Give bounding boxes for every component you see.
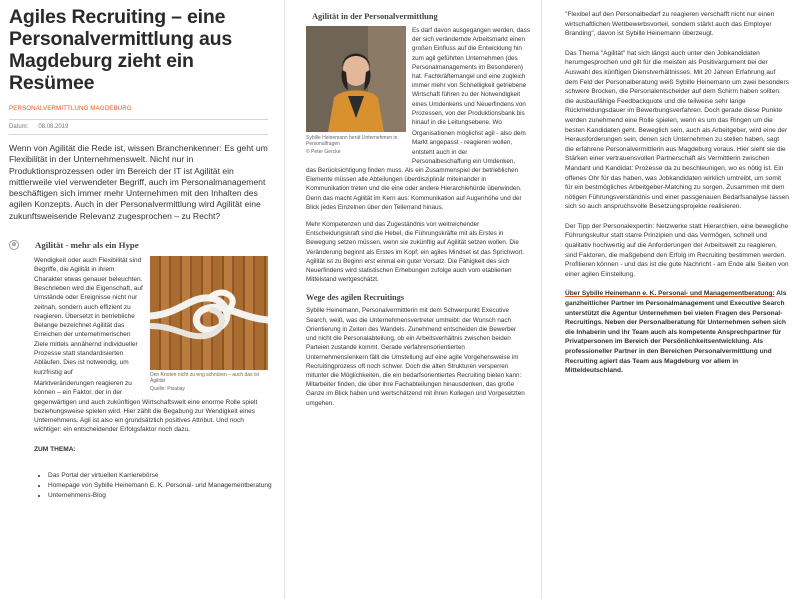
company-description: Als ganzheitlicher Partner im Personalmanagement und Executive Search unterstützt die Agentur Unternehmen bei vielen Fragen des Personal-Recruitings. Neben der Personalberatung für Unternehmen sehen sich die Inhaberin und ihr Team auch als kompetente Ansprechpartner für Privatpersonen im Bereich der Persönlichkeitsentwicklung. Als professioneller Partner in den Bereichen Personalvermittlung und Recruiting agiert das Team aus Magdeburg vor allem in Mitteldeutschland. bbox=[565, 290, 787, 375]
portrait-credit: © Peter Gercke bbox=[306, 149, 341, 155]
related-topics-heading: ZUM THEMA: bbox=[34, 445, 76, 453]
image-caption: Den Knoten nicht zu eng schnüren – auch das ist Agilität bbox=[150, 372, 259, 385]
divider bbox=[9, 119, 268, 120]
section-heading-row bbox=[9, 240, 278, 250]
portrait-figure bbox=[306, 26, 406, 155]
section3-body bbox=[565, 10, 789, 376]
section2-full-text: Organisationen möglichst agil - also dem Markt angepasst - reagieren wollen, entsteht auch in der Personalbeschaffung ein Umdenken, das Berücksichtigung finden muss. Als ein Zusammenspiel der betrieblichen Elemente müssen alle Abteilungen überdisziplinär miteinander in Kommunikation treten und die eine oder andere Hierarchiehürde überwinden. Denn das macht Agilität im Kern aus: Kommunikation auf Augenhöhe und der Blick jedes Einzelnen über den Tellerrand hinaus. bbox=[306, 130, 526, 211]
related-link[interactable]: • Unternehmens-Blog bbox=[48, 491, 278, 500]
related-links-list bbox=[40, 471, 278, 500]
divider bbox=[9, 134, 268, 135]
company-link[interactable]: Über Sybille Heinemann e. K. Personal- und Managementberatung: bbox=[565, 290, 775, 298]
column-middle bbox=[290, 0, 535, 599]
article-title: Agiles Recruiting – eine Personalvermittlung aus Magdeburg zieht ein Resümee bbox=[9, 6, 232, 94]
date-value: 08.08.2019 bbox=[38, 124, 69, 130]
column-separator bbox=[541, 0, 542, 599]
section2-body bbox=[306, 26, 535, 155]
section-heading-agilitaet: Agilität - mehr als ein Hype bbox=[35, 240, 139, 251]
section3-paragraph4 bbox=[565, 289, 789, 375]
section1-wrap-text: Wendigkeit oder auch Flexibilität sind Begriffe, die Agilität in ihrem Charakter etwas genauer beleuchten. Beschrieben wird die Eigenschaft, auf Umstände oder Ereignisse nicht nur zeitnah, sondern auch effizient zu reagieren. Übersetzt in betriebliche Belange bezeichnet Agilität das Erreichen der unternehmerischen Ziele mittels annähernd individueller Prozesse statt standardisierten Abläufen. Dies ist notwendig, um kurzfristig auf bbox=[34, 257, 143, 376]
section2-wrap-text: Es darf davon ausgegangen werden, dass der sich verändernde Arbeitsmarkt einen großen Einfluss auf die Entwicklung hin zum agil geführten Unternehmen (des Personalmanagements im Besonderen) hat. Fachkräftemangel und eine zugleich immer mehr von Schnelligkeit getriebene Wirtschaft führen zu der Notwendigkeit eines Umdenkens und Neuerfindens von Prozessen, von der Produktionsbank bis hinauf in die Leitungsebene. Wo bbox=[412, 27, 530, 127]
column-left bbox=[0, 0, 278, 599]
section3-paragraph1: "Flexibel auf den Personalbedarf zu reagieren verschafft nicht nur einen wirtschaftlichen Wettbewerbsvorteil, sondern stärkt auch das Employer Branding", davon ist Sybille Heinemann überzeugt. bbox=[565, 11, 775, 38]
section1-body bbox=[34, 256, 268, 393]
section3-paragraph3: Der Tipp der Personalexpertin: Netzwerke statt Hierarchien, eine bewegliche Führungskultur statt starre Prinzipien und das Vermögen, schnell und qualitativ hochwertig auf die Anforderungen der Arbeitswelt zu reagieren, sind Faktoren, die maßgebend den Erfolg im Recruiting bestimmen werden. Profitieren können - und das ist die gute Nachricht - am Ende alle Seiten von einer agilen Einstellung. bbox=[565, 222, 789, 278]
section-heading-wege: Wege des agilen Recruitings bbox=[306, 293, 405, 303]
article-kicker[interactable]: PERSONALVERMITTLUNG MAGDEBURG bbox=[9, 105, 132, 112]
column-separator bbox=[284, 0, 285, 599]
section1-full-text: Marktveränderungen reagieren zu können – ein Faktor, der in der gegenwärtigen und auch zukünftigen Wirtschaftswelt eine enorme Rolle spielt beziehungsweise spielen wird. Hier zählt die Begabung zur Wendigkeit eines Unternehmens. Agil ist also ein grundsätzlich positives Attribut. Und noch wichtiger: ein entscheidender Erfolgsfaktor noch dazu. bbox=[34, 379, 258, 434]
section3-paragraph2: Das Thema "Agilität" hat sich längst auch unter den Jobkandidaten herumgesprochen und gilt für die meisten als Positivargument bei der Auswahl des künftigen Dienstverhältnisses. Mit 20 Jahren Erfahrung auf dem Feld der Personalberatung weiß Sybille Heinemann um zwei besonders schwere Brocken, die Personalentscheider auf dem Schirm haben sollten: die ausbaufähige Feedbackquote und die teilweise sehr lange Rückmeldungsdauer im Bewerbungsverfahren. Doch gerade diese Punkte werden zunehmend eine Rolle spielen, wenn es um das Ringen um die besten Kandidaten geht. Beweglich sein, auch als Arbeitgeber, wird eine der Herausforderungen sein, denen sich Unternehmen zu stellen haben, sagt die erfahrene Personalvermittlerin aus Magdeburg voraus. Hier sieht sie die Stärken einer vertrauensvollen Partnerschaft als Vermittlerin zwischen Mandant und Kandidat: Prozesse da zu beschleunigen, wo es nötig ist. Ein offenes Ohr für das haben, was Jobkandidaten wirklich umtreibt, um somit für ein bestmögliches Arbeitgeber-Matching zu sorgen. Zusammen mit dem nötigen Führungsverständnis und einer passgenauen Bedarfsanalyse lassen sich so auch anspruchsvolle Besetzungsprojekte realisieren. bbox=[565, 49, 789, 211]
rope-knot-figure bbox=[150, 256, 268, 392]
column-right bbox=[547, 0, 799, 599]
section2-paragraph2: Mehr Kompetenzen und das Zugeständnis von weitreichender Entscheidungskraft sind die Hebel, die Führungskräfte mit als Erstes in Bewegung setzen müssen, wenn sie zukünftig auf Agilität setzen wollen. Die Veränderung beginnt als Erstes im Kopf; ein agiles Mindset ist das Sprichwort. Agilität ist zu Beginn erst einmal ein guter Vorsatz. Die Fähigkeit des sich Neuerfindens wird statistischen Erhebungen zufolge auch vom etablierten Mittelstand wertgeschätzt. bbox=[306, 221, 525, 284]
date-label: Datum: bbox=[9, 124, 29, 130]
section2-paragraph3: Sybille Heinemann, Personalvermittlerin mit dem Schwerpunkt Executive Search, weiß, was die Unternehmensvertreter umtreibt: der Wunsch nach Orientierung in Zeiten des Wandels. Zunehmend entscheiden die Bewerber und nicht die Personalabteilung, ob ein Arbeitsverhältnis zwischen beiden Parteien zustande kommt. Gerade verfahrensorientierten Unternehmenslenkern fällt die Umstellung auf eine agile Vorgehensweise im Recruitingprozess oft noch schwer. Doch die alten Strukturen versperren mitunter die Möglichkeiten, die ein bedarfsorientiertes Recruiting bieten kann: Mitarbeiter finden, die über ihre Fachabteilungen hinausdenken, das große Ganze im Blick haben und wertschätzend mit ihren Kollegen und Vorgesetzten umgehen. bbox=[306, 307, 525, 407]
print-circle-icon: ⊕ bbox=[9, 240, 19, 250]
portrait-caption: Sybille Heinemann berät Unternehmen in Personalfragen bbox=[306, 135, 398, 147]
portrait-photo bbox=[306, 26, 406, 132]
article-lead: Wenn von Agilität die Rede ist, wissen Branchenkenner: Es geht um Flexibilität in der Unternehmenswelt. Nicht nur in Produktionsprozessen oder im Bereich der IT ist Agilität ein mittlerweile viel verwendeter Begriff, auch im Personalmanagement beschäftigen sich immer mehr Unternehmen mit den Inhalten des agilen Konzepts. Auch in der Personalvermittlung wird Agilität eine zukunftsweisende Relevanz zugesprochen – zu Recht? bbox=[9, 143, 268, 221]
image-credit: Quelle: Pixabay bbox=[150, 386, 186, 393]
related-link[interactable]: • Das Portal der virtuellen Karrierebörse bbox=[48, 471, 278, 480]
section-heading-personalvermittlung: Agilität in der Personalvermittlung bbox=[312, 12, 438, 21]
rope-knot-image bbox=[150, 256, 268, 370]
article-date bbox=[9, 124, 278, 130]
related-link[interactable]: • Homepage von Sybille Heinemann E. K. Personal- und Managementberatung bbox=[48, 481, 278, 490]
